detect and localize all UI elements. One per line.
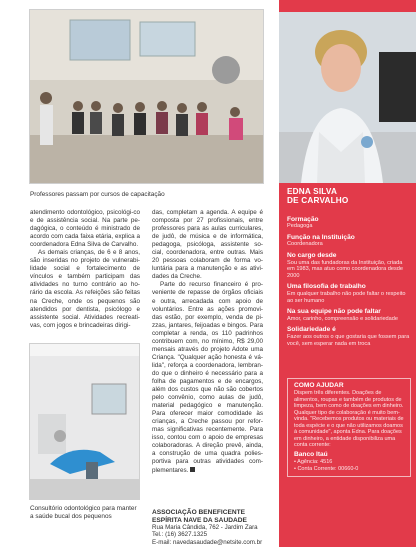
col2-paragraph-2-text: Parte do recurso financeiro é pro-veniente de repasse de órgãos oficiais e outra, arrecadada com apoio de voluntários. Entre as ações promovi-das estão, por exemplo, venda de pi-zzas, jantares, feijoadas e bingos. Para completar a renda, os 110 padrinhos contribuem com, no mínimo, R$ 29,00 mensais através do projeto Adote uma Criança. "Qualquer ação honesta é vá-lida", reforça a coordenadora, lembran-do que o dinheiro é necessário para a folha de pagamentos e de encargos, além dos custos que não são cobertos pelo convênio, como aulas de judô, material pedagógico e manutenção. Para oferecer maior comodidade às crianças, a Creche passou por refor-mas significativas recentemente. Para isso, contou com o apoio de empresas colaboradoras. A direção prevê, ainda, a construção de uma quadra polies-portiva para outras atividades com-plementares. [152, 281, 263, 474]
column2-text [152, 209, 263, 475]
bank-account: • Conta Corrente: 00660-0 [294, 465, 359, 472]
org-title-line-2: ESPÍRITA NAVE DA SAUDADE [152, 516, 247, 524]
sidebar-heading-funcao: Função na Instituição [287, 233, 355, 241]
col1-paragraph-1: atendimento odontológico, psicológi-co e de assistência social. Na parte pe-dagógica, o conteúdo é ministrado de acordo com cada faixa etária, explica a coordenadora Edna Silva de Carvalho. [30, 209, 140, 249]
photo2-caption-line-1: Consultório odontológico para manter [30, 505, 137, 512]
sidebar-text-equipe: Amor, carinho, compreensão e solidariedade [287, 315, 399, 322]
sidebar-heading-equipe: Na sua equipe não pode faltar [287, 308, 381, 316]
sidebar-heading-solidariedade: Solidariedade é [287, 326, 336, 334]
sidebar-heading-cargo: No cargo desde [287, 251, 337, 259]
dental-office-photo [29, 343, 140, 500]
sidebar-text-solidariedade: Fazer aos outros o que gostaria que fossem para você, sem esperar nada em troca [287, 333, 410, 347]
sidebar-content [287, 188, 411, 347]
how-to-help-title: COMO AJUDAR [294, 382, 344, 389]
end-of-article-mark [190, 467, 195, 472]
how-to-help-box [287, 378, 411, 477]
col1-paragraph-2: As demais crianças, de 6 e 8 anos, são inseridas no projeto de vulnerabi-lidade social e fortalecimento de vínculos e também participam das atividades no turno contrário ao ho-rário da escola. As refeições são feitas na Creche, onde os pequenos são atendidos por dentista, psicólogo e assistente social. Atividades recreati-vas, com jogos e brincadeiras dirigi- [30, 249, 140, 329]
col2-paragraph-2 [152, 281, 263, 474]
bank-name: Banco Itaú [294, 450, 328, 458]
how-to-help-text: Dispem três diferentes. Doações de alimentos, roupas e também de produtos de limpeza, bem como de doações em dinheiro. Qualquer tipo de colaboração é muito bem-vinda. "Recebemos produtos ou materiais de toda espécie e o que não utilizamos doamos à comunidade", aponta Edna. Para doações em dinheiro, a entidade disponibiliza uma conta corrente: [294, 390, 404, 449]
portrait-illustration [279, 12, 416, 183]
org-phone: Tel.: (16) 3627.1325 [152, 531, 208, 539]
sidebar-heading-filosofia: Uma filosofia de trabalho [287, 283, 366, 291]
sidebar-text-filosofia: Em qualquer trabalho não pode faltar o respeito ao ser humano [287, 290, 406, 304]
org-email: E-mail: navedasaudade@netsite.com.br [152, 538, 263, 546]
sidebar-name-line-1: EDNA SILVA [287, 187, 338, 196]
org-title-line-1: ASSOCIAÇÃO BENEFICENTE [152, 509, 246, 516]
sidebar-heading-formacao: Formação [287, 215, 319, 223]
teachers-photo-illustration [30, 10, 264, 184]
col2-paragraph-1: das, completam a agenda. A equipe é composta por 27 profissionais, entre professores para as aulas curriculares, de judô, de música e de informática, pedagoga, psicóloga, assistente so-cial, coordenadora, entre outras. Mais 20 pessoas colaboram de forma vo-luntária para a manutenção e as ativi-dades da Creche. [152, 209, 263, 281]
org-address: Rua Maria Cândida, 762 - Jardim Zara [152, 524, 258, 532]
column1-text [30, 209, 140, 330]
photo2-caption-line-2: a saúde bucal dos pequenos [30, 512, 112, 520]
organization-info [152, 509, 267, 546]
photo2-caption [30, 505, 142, 520]
sidebar-text-formacao: Pedagoga [287, 223, 313, 230]
profile-sidebar [279, 0, 416, 547]
sidebar-text-funcao: Coordenadora [287, 241, 323, 248]
photo1-caption: Professores passam por cursos de capacitação [30, 191, 165, 198]
dental-office-illustration [30, 344, 140, 500]
sidebar-text-cargo: Sou uma das fundadoras da Instituição, criada em 1983, mas atuo como coordenadora desde 2000 [287, 259, 403, 279]
edna-portrait-photo [279, 12, 416, 183]
sidebar-name-line-2: DE CARVALHO [287, 195, 349, 205]
bank-agency: • Agência: 4516 [294, 459, 333, 466]
teachers-photo [29, 9, 264, 184]
